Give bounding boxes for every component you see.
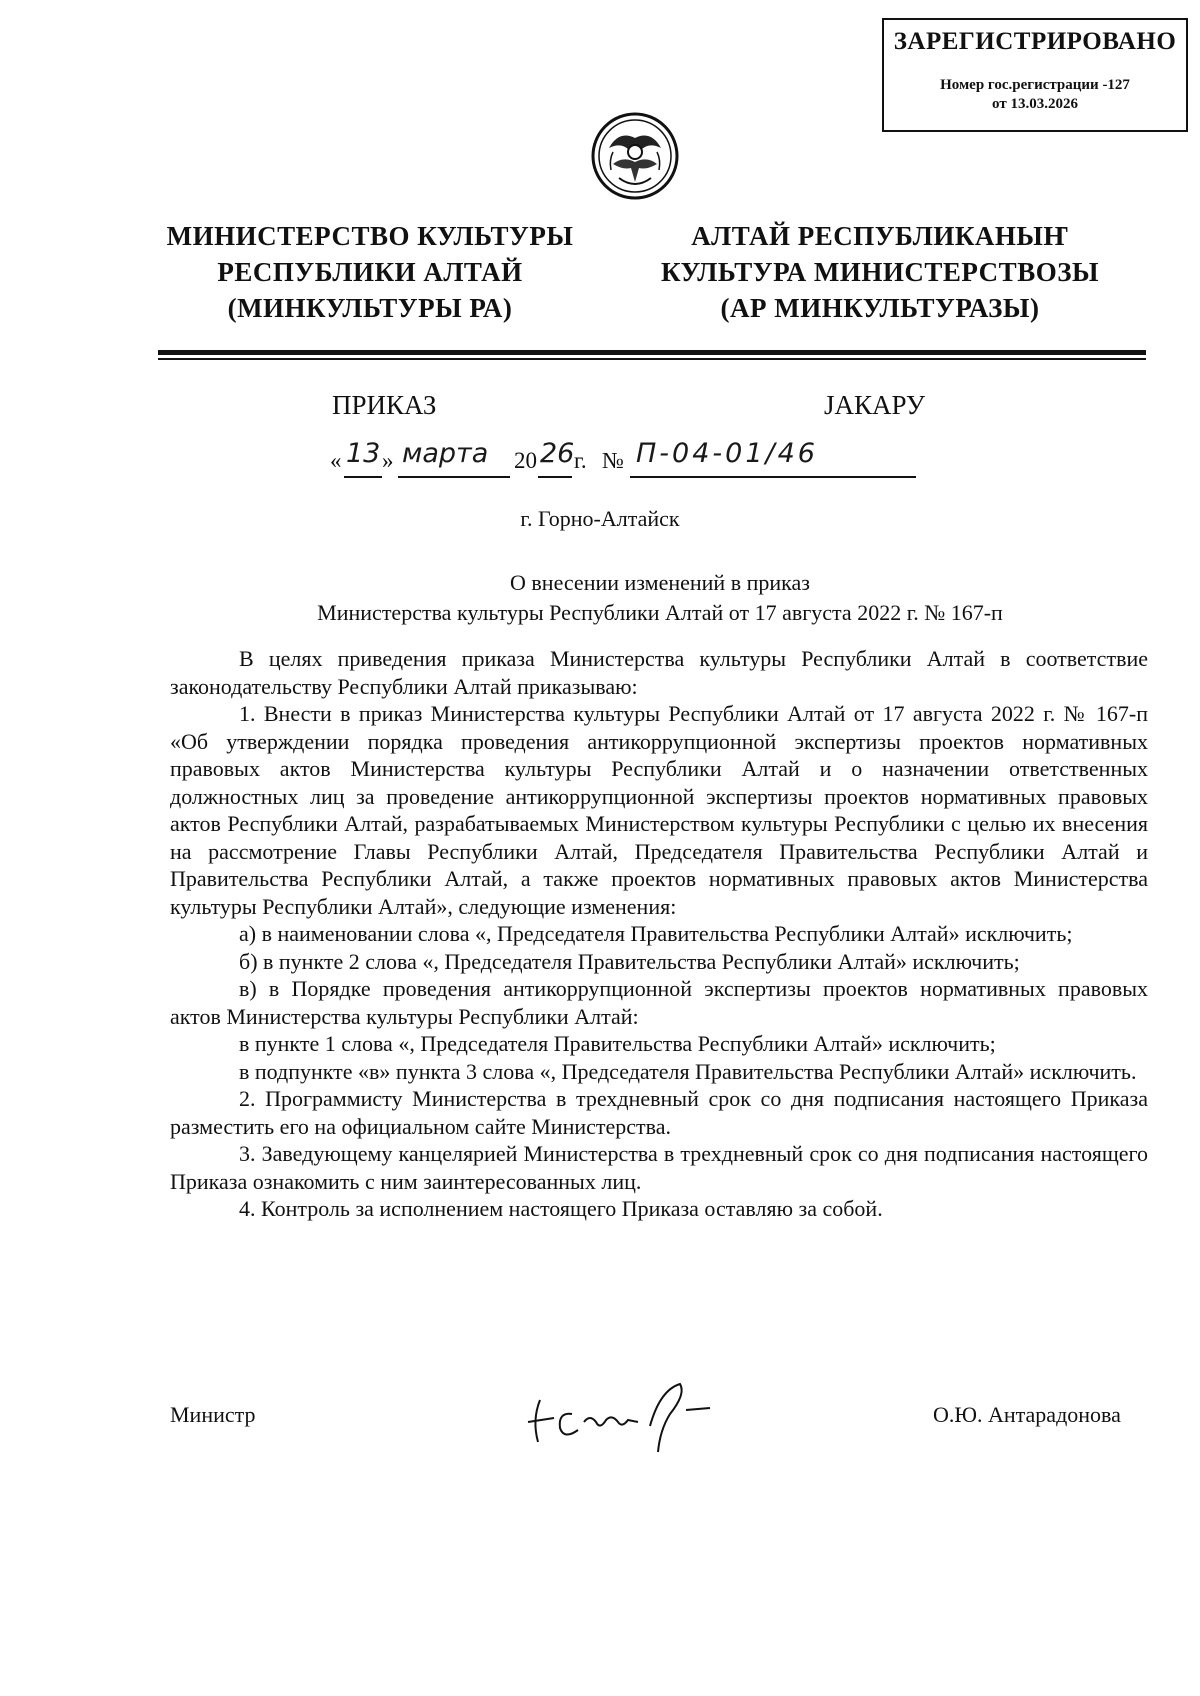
org-right-line-1: АЛТАЙ РЕСПУБЛИКАНЫҤ bbox=[691, 221, 1069, 251]
item-1c-paragraph: в) в Порядке проведения антикоррупционной экспертизы проектов нормативных правовых актов Министерства культуры Республики Алтай: bbox=[170, 976, 1148, 1029]
item-1b-paragraph: б) в пункте 2 слова «, Председателя Правительства Республики Алтай» исключить; bbox=[239, 948, 1020, 974]
doc-kind-altai: JАКАРУ bbox=[824, 390, 925, 420]
date-number-line bbox=[330, 436, 990, 486]
org-right-line-3: (АР МИНКУЛЬТУРАЗЫ) bbox=[720, 293, 1040, 323]
item-3-paragraph: 3. Заведующему канцелярией Министерства в трехдневный срок со дня подписания настоящего Приказа ознакомить с ним заинтересованных лиц. bbox=[170, 1141, 1148, 1194]
date-month: марта bbox=[402, 438, 489, 469]
org-name-russian bbox=[120, 218, 620, 326]
header-divider-thick bbox=[158, 350, 1146, 355]
stamp-reg-number: Номер гос.регистрации -127 bbox=[940, 77, 1130, 93]
date-day: 13 bbox=[346, 438, 381, 469]
org-left-line-3: (МИНКУЛЬТУРЫ РА) bbox=[227, 293, 513, 323]
coat-of-arms-emblem bbox=[589, 108, 681, 204]
document-number: П-04-01/46 bbox=[636, 438, 818, 469]
registration-stamp bbox=[882, 18, 1188, 132]
header-divider-thin bbox=[158, 358, 1146, 360]
org-left-line-2: РЕСПУБЛИКИ АЛТАЙ bbox=[217, 257, 523, 287]
document-subject bbox=[120, 568, 1200, 628]
city-line: г. Горно-Алтайск bbox=[520, 506, 680, 531]
signatory-name: О.Ю. Антарадонова bbox=[933, 1402, 1121, 1427]
item-1a-paragraph: а) в наименовании слова «, Председателя Правительства Республики Алтай» исключить; bbox=[239, 921, 1073, 946]
date-close-quote: » bbox=[382, 448, 394, 473]
item-1c-point-3-paragraph: в подпункте «в» пункта 3 слова «, Председателя Правительства Республики Алтай» исключить. bbox=[239, 1058, 1137, 1084]
year-underline bbox=[538, 476, 572, 478]
org-name-altai bbox=[630, 218, 1130, 326]
item-1c-point-1-paragraph: в пункте 1 слова «, Председателя Правительства Республики Алтай» исключить; bbox=[239, 1031, 996, 1056]
org-left-line-1: МИНИСТЕРСТВО КУЛЬТУРЫ bbox=[166, 221, 574, 251]
item-1-paragraph: 1. Внести в приказ Министерства культуры Республики Алтай от 17 августа 2022 г. № 167-п «Об утверждении порядка проведения антикоррупционной экспертизы проектов нормативных правовых актов Министерства культуры Республики Алтай и о назначении ответственных должностных лиц за проведение антикоррупционной экспертизы проектов нормативных правовых актов Республики Алтай, разрабатываемых Министерством культуры Республики с целью их внесения на рассмотрение Главы Республики Алтай, Председателя Правительства Республики Алтай и Правительства Республики Алтай, а также проектов нормативных правовых актов Министерства культуры Республики Алтай», следующие изменения: bbox=[170, 701, 1148, 919]
org-right-line-2: КУЛЬТУРА МИНИСТЕРСТВОЗЫ bbox=[661, 257, 1099, 287]
number-sign: № bbox=[602, 448, 624, 473]
subject-line-2: Министерства культуры Республики Алтай от 17 августа 2022 г. № 167-п bbox=[317, 600, 1003, 625]
date-year-prefix: 20 bbox=[514, 448, 537, 473]
doc-kind-russian: ПРИКАЗ bbox=[332, 390, 437, 420]
date-year-suffix: 26 bbox=[540, 438, 575, 469]
date-open-quote: « bbox=[330, 448, 342, 473]
stamp-title: ЗАРЕГИСТРИРОВАНО bbox=[893, 28, 1177, 55]
item-4-paragraph: 4. Контроль за исполнением настоящего Приказа оставляю за собой. bbox=[239, 1196, 883, 1221]
signatory-title: Министр bbox=[170, 1402, 256, 1427]
preamble-paragraph: В целях приведения приказа Министерства культуры Республики Алтай в соответствие законодательству Республики Алтай приказываю: bbox=[170, 646, 1148, 699]
document-body bbox=[170, 645, 1148, 1223]
item-2-paragraph: 2. Программисту Министерства в трехдневный срок со дня подписания настоящего Приказа разместить его на официальном сайте Министерства. bbox=[170, 1086, 1148, 1139]
date-year-unit: г. bbox=[574, 448, 587, 473]
handwritten-signature bbox=[510, 1370, 740, 1470]
month-underline bbox=[398, 476, 510, 478]
day-underline bbox=[344, 476, 382, 478]
number-underline bbox=[630, 476, 916, 478]
stamp-reg-date: от 13.03.2026 bbox=[992, 96, 1078, 112]
subject-line-1: О внесении изменений в приказ bbox=[510, 570, 810, 595]
